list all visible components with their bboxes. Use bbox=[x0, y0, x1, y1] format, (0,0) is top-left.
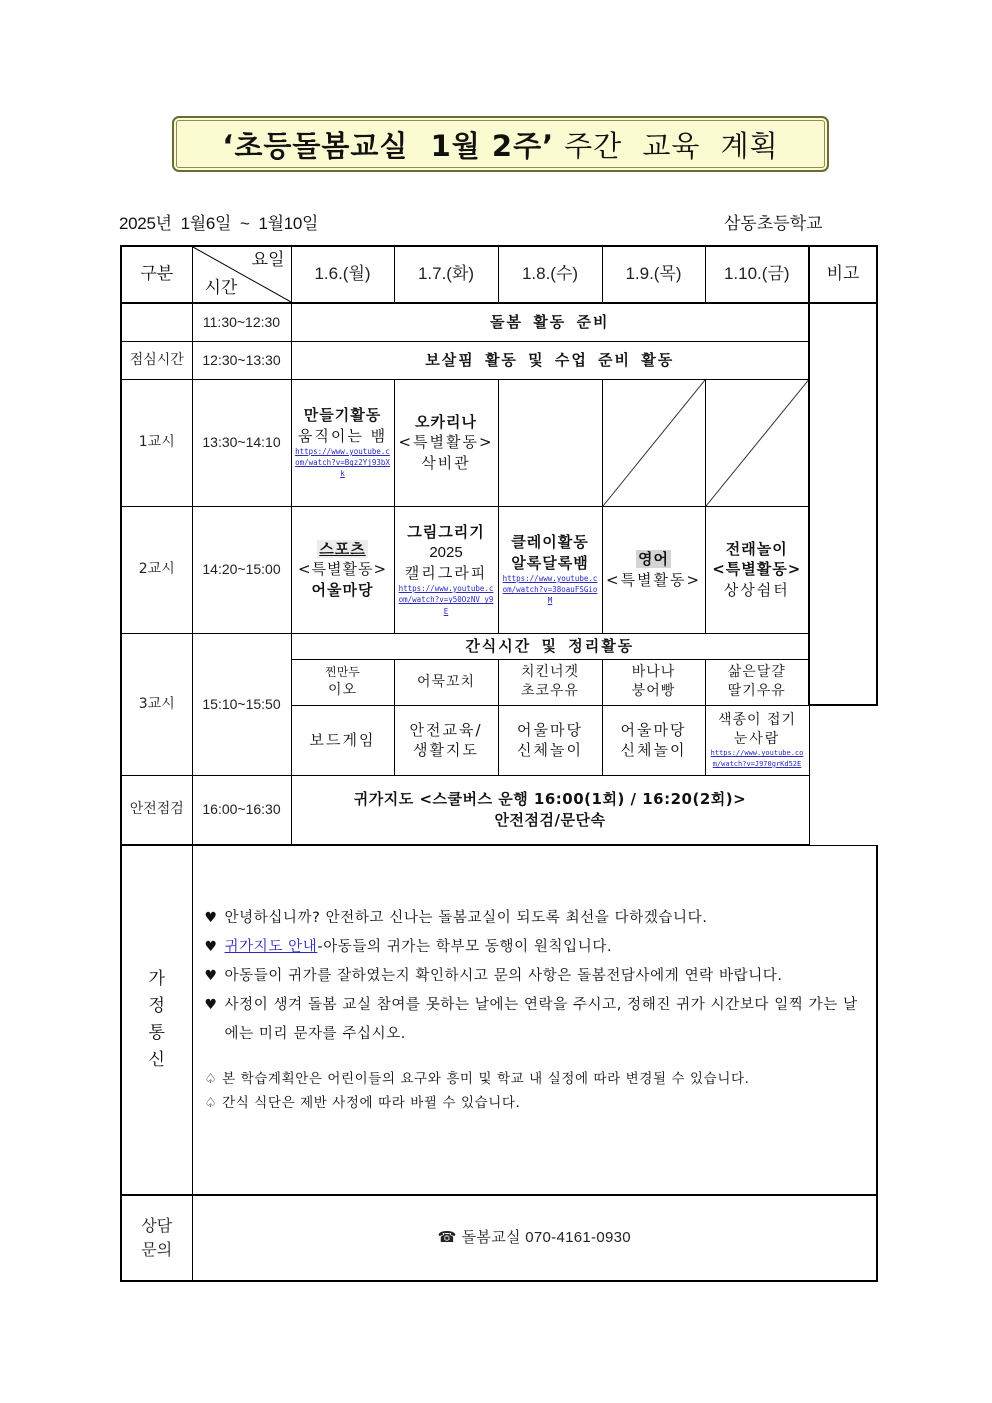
family-note-2: ♤ 간식 식단은 제반 사정에 따라 바뀔 수 있습니다. bbox=[204, 1095, 521, 1111]
slash-line bbox=[706, 380, 809, 506]
heart-icon: ♥ bbox=[204, 997, 218, 1013]
header-day-fri: 1.10.(금) bbox=[705, 246, 809, 303]
period2-wed bbox=[498, 506, 602, 633]
period1-thu-empty-slash bbox=[602, 379, 705, 506]
family-messages bbox=[192, 845, 877, 1195]
activity-thu: 어울마당 신체놀이 bbox=[602, 705, 705, 775]
header-day-tue: 1.7.(화) bbox=[394, 246, 498, 303]
period2-wed-title: 클레이활동 bbox=[511, 533, 589, 552]
lunch-content: 보살핌 활동 및 수업 준비 활동 bbox=[291, 341, 809, 379]
period2-fri-line2: 상상쉼터 bbox=[723, 580, 790, 599]
period2-wed-line1: 알록달록뱀 bbox=[511, 553, 589, 572]
period2-mon-line2: 어울마당 bbox=[311, 580, 374, 599]
activity-wed: 어울마당 신체놀이 bbox=[498, 705, 602, 775]
spade-icon: ♤ bbox=[204, 1095, 218, 1111]
header-remarks: 비고 bbox=[809, 246, 877, 303]
school-name: 삼동초등학교 bbox=[724, 214, 823, 234]
period2-tue-title: 그림그리기 bbox=[407, 523, 485, 542]
header-day-wed: 1.8.(수) bbox=[498, 246, 602, 303]
activity-fri: 색종이 접기 눈사람 https://www.youtube.com/watch?v=J970grKd52E bbox=[705, 705, 809, 775]
period1-wed bbox=[498, 379, 602, 506]
period3-time: 15:10~15:50 bbox=[192, 633, 291, 775]
row-safety bbox=[121, 775, 877, 845]
safety-line2: 안전점검/문단속 bbox=[494, 810, 606, 829]
snack-fri: 삶은달걀 딸기우유 bbox=[705, 659, 809, 705]
period1-tue-title: 오카리나 bbox=[415, 413, 477, 432]
safety-line1: 귀가지도 <스쿨버스 운행 16:00(1회) / 16:20(2회)> bbox=[353, 789, 747, 808]
safety-category: 안전점검 bbox=[121, 775, 192, 845]
period2-tue-line2: 캘리그라피 bbox=[404, 563, 488, 582]
header-day-mon: 1.6.(월) bbox=[291, 246, 394, 303]
phone-icon: ☎ bbox=[437, 1228, 457, 1247]
safety-time: 16:00~16:30 bbox=[192, 775, 291, 845]
period2-time: 14:20~15:00 bbox=[192, 506, 291, 633]
period2-fri-title: 전래놀이 bbox=[725, 540, 788, 559]
header-day-label: 요일 bbox=[251, 250, 285, 270]
period2-tue bbox=[394, 506, 498, 633]
period2-tue-line1: 2025 bbox=[429, 543, 463, 561]
row-period2 bbox=[121, 506, 877, 633]
row-family-notice bbox=[121, 845, 877, 1195]
header-category: 구분 bbox=[121, 246, 192, 303]
remarks-cell bbox=[809, 303, 877, 705]
period2-fri-line1: <특별활동> bbox=[712, 560, 802, 579]
heart-icon: ♥ bbox=[204, 968, 218, 984]
header-time-label: 시간 bbox=[204, 278, 238, 299]
period1-mon-title: 만들기활동 bbox=[303, 406, 382, 425]
period2-wed-youtube-link[interactable]: https://www.youtube.com/watch?v=38oauFSGioM bbox=[502, 573, 598, 606]
period1-mon bbox=[291, 379, 394, 506]
snack-thu: 바나나 붕어빵 bbox=[602, 659, 705, 705]
snack-mon: 찐만두 이오 bbox=[291, 659, 394, 705]
period1-tue bbox=[394, 379, 498, 506]
prep-time: 11:30~12:30 bbox=[192, 303, 291, 341]
period1-tue-line1: <특별활동> bbox=[398, 433, 494, 452]
period2-thu-title: 영어 bbox=[638, 550, 669, 569]
date-range: 2025년 1월6일 ~ 1월10일 bbox=[119, 214, 319, 233]
family-notes bbox=[205, 1067, 867, 1115]
period1-mon-youtube-link[interactable]: https://www.youtube.com/watch?v=Bqz2Yj93bXk bbox=[295, 446, 390, 479]
weekly-plan-table bbox=[120, 245, 878, 1282]
contact-info bbox=[192, 1195, 877, 1281]
spade-icon: ♤ bbox=[204, 1071, 218, 1087]
row-period3-snack-header bbox=[121, 633, 877, 659]
period3-snack-header: 간식시간 및 정리활동 bbox=[291, 633, 809, 659]
lunch-category: 점심시간 bbox=[121, 341, 192, 379]
title-bold-part: ‘초등돌봄교실 1월 2주’ bbox=[222, 128, 555, 163]
period2-thu bbox=[602, 506, 705, 633]
period2-mon-title: 스포츠 bbox=[319, 540, 366, 559]
period2-mon bbox=[291, 506, 394, 633]
family-note-1: ♤ 본 학습계획안은 어린이들의 요구와 흥미 및 학교 내 실정에 따라 변경될 수 있습니다. bbox=[204, 1071, 750, 1087]
family-message-4: ♥ 사정이 생겨 돌봄 교실 참여를 못하는 날에는 연락을 주시고, 정해진 귀가 시간보다 일찍 가는 날에는 미리 문자를 주십시오. bbox=[205, 991, 867, 1049]
period1-mon-line: 움직이는 뱀 bbox=[297, 426, 388, 445]
period2-tue-youtube-link[interactable]: https://www.youtube.com/watch?v=y50OzNV_y9E bbox=[398, 584, 494, 616]
row-lunch bbox=[121, 341, 877, 379]
family-message-3: ♥ 아동들이 귀가를 잘하였는지 확인하시고 문의 사항은 돌봄전담사에게 연락 바랍니다. bbox=[205, 962, 867, 991]
period1-time: 13:30~14:10 bbox=[192, 379, 291, 506]
period2-mon-line1: <특별활동> bbox=[297, 560, 388, 579]
period2-fri bbox=[705, 506, 809, 633]
page-title bbox=[172, 116, 829, 172]
contact-label: 상담 문의 bbox=[121, 1195, 192, 1281]
period1-fri-empty-slash bbox=[705, 379, 809, 506]
prep-content: 돌봄 활동 준비 bbox=[291, 303, 809, 341]
header-day-thu: 1.9.(목) bbox=[602, 246, 705, 303]
period1-tue-line2: 삭비관 bbox=[421, 453, 471, 472]
row-prep bbox=[121, 303, 877, 341]
family-message-2: ♥ 귀가지도 안내-아동들의 귀가는 학부모 동행이 원칙입니다. bbox=[205, 933, 867, 962]
period3-category: 3교시 bbox=[121, 633, 192, 775]
activity-fri-youtube-link[interactable]: https://www.youtube.com/watch?v=J970grKd52E bbox=[710, 749, 804, 768]
slash-line bbox=[603, 380, 705, 506]
snack-wed: 치킨너겟 초코우유 bbox=[498, 659, 602, 705]
heart-icon: ♥ bbox=[204, 910, 218, 926]
row-contact bbox=[121, 1195, 877, 1281]
prep-category bbox=[121, 303, 192, 341]
contact-phone: 돌봄교실 070-4161-0930 bbox=[461, 1229, 631, 1247]
home-guidance-link[interactable]: 귀가지도 안내 bbox=[224, 939, 318, 955]
period2-category: 2교시 bbox=[121, 506, 192, 633]
period2-thu-line1: <특별활동> bbox=[605, 570, 702, 589]
safety-content bbox=[291, 775, 809, 845]
family-label: 가 정 통 신 bbox=[121, 845, 192, 1195]
header-day-time-diagonal bbox=[192, 246, 291, 303]
snack-tue: 어묵꼬치 bbox=[394, 659, 498, 705]
header-row bbox=[121, 246, 877, 303]
row-period1 bbox=[121, 379, 877, 506]
family-message-1: ♥ 안녕하십니까? 안전하고 신나는 돌봄교실이 되도록 최선을 다하겠습니다. bbox=[205, 904, 867, 933]
lunch-time: 12:30~13:30 bbox=[192, 341, 291, 379]
activity-mon: 보드게임 bbox=[291, 705, 394, 775]
title-normal-part: 주간 교육 계획 bbox=[564, 128, 779, 163]
heart-icon: ♥ bbox=[204, 939, 218, 955]
period1-category: 1교시 bbox=[121, 379, 192, 506]
activity-tue: 안전교육/ 생활지도 bbox=[394, 705, 498, 775]
